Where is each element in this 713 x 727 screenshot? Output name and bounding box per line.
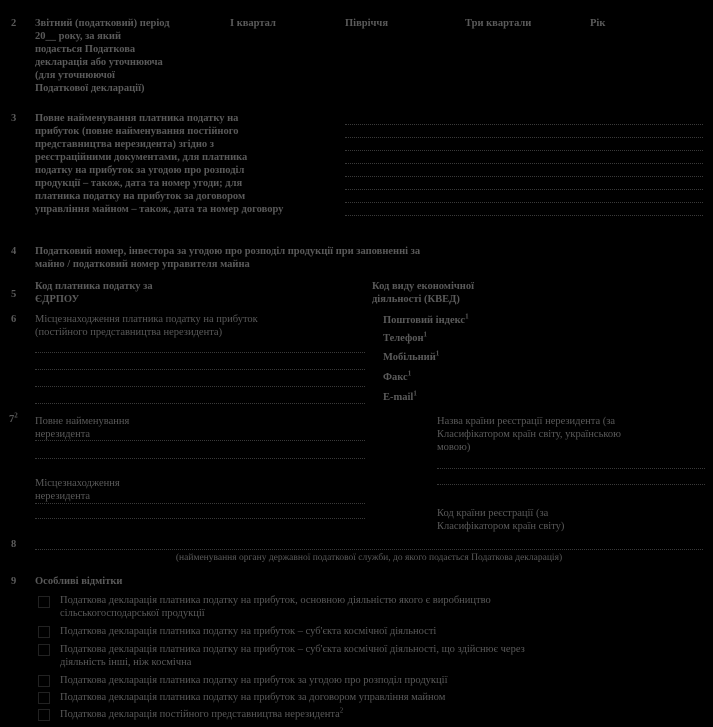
contact-label: Мобільний [383,352,436,363]
special-mark-checkbox-6[interactable] [38,709,50,721]
contact-postal-code[interactable] [383,314,469,327]
contact-mobile[interactable] [383,351,439,364]
reporting-period-label [35,17,210,95]
label-line: Класифікатором країн світу) [437,521,565,532]
row-3-number: 3 [11,113,17,124]
contact-email[interactable] [383,391,417,404]
footnote-mark: 1 [413,389,417,398]
label-line: декларація або уточнююча [35,57,163,68]
label-line: Податковий номер, інвестора за угодою про розподіл продукції при заповненні за [35,246,421,257]
special-mark-checkbox-4[interactable] [38,675,50,687]
label-line: 20__ року, за який [35,31,121,42]
label-line: податку на прибуток за угодою про розподіл [35,165,245,176]
contact-label: E-mail [383,392,414,403]
row-number: 7 [9,414,15,425]
special-mark-checkbox-5[interactable] [38,692,50,704]
row-2-number: 2 [11,18,17,29]
period-option-year[interactable]: Рік [590,18,606,29]
label-line: (постійного представництва нерезидента) [35,327,223,338]
row-4-number: 4 [11,246,17,257]
contact-label: Факс [383,372,408,383]
special-mark-item-3 [60,643,700,669]
label-line: Податкової декларації) [35,83,145,94]
label-line: подається Податкова [35,44,136,55]
label-line: ЄДРПОУ [35,294,80,305]
label-line: діяльності (КВЕД) [372,294,460,305]
row-9-number: 9 [11,576,17,587]
footnote-mark: 2 [339,706,344,715]
row-8-number: 8 [11,539,17,550]
special-marks-title: Особливі відмітки [35,576,123,587]
item-line: Податкова декларація платника податку на прибуток – суб'єкта космічної діяльності [60,626,437,637]
kved-label [372,280,572,306]
special-mark-item-2 [60,625,700,638]
label-line: платника податку на прибуток за договором [35,191,246,202]
label-line: Код виду економічної [372,281,475,292]
item-line: Податкова декларація платника податку на прибуток за угодою про розподіл продукції [60,675,448,686]
label-line: мовою) [437,442,471,453]
label-line: Назва країни реєстрації нерезидента (за [437,416,616,427]
footnote-mark: 2 [14,411,18,420]
special-mark-checkbox-1[interactable] [38,596,50,608]
row-7-number [9,413,18,426]
tax-authority-caption: (найменування органу державної податкової служби, до якого подається Податкова декларація) [175,553,563,563]
contact-label: Телефон [383,333,424,344]
special-mark-item-1 [60,594,700,620]
label-line: представництва нерезидента) згідно з [35,139,214,150]
footnote-mark: 1 [435,349,440,358]
period-option-half-year[interactable]: Півріччя [345,18,389,29]
label-line: Код країни реєстрації (за [437,508,549,519]
footnote-mark: 1 [423,330,428,339]
label-line: Місцезнаходження платника податку на прибуток [35,314,258,325]
label-line: майно / податковий номер управителя майна [35,259,250,270]
taxpayer-address-label [35,313,355,339]
contact-fax[interactable] [383,371,411,384]
taxpayer-name-label [35,112,335,216]
contact-label: Поштовий індекс [383,315,466,326]
label-line: нерезидента [35,491,91,502]
investor-tax-number-label [35,245,495,271]
special-mark-item-4 [60,674,700,687]
item-line: діяльність інші, ніж космічна [60,657,192,668]
edrpou-label [35,280,235,306]
nonresident-address-label [35,477,235,503]
label-line: управління майном – також, дата та номер договору [35,204,284,215]
label-line: продукції – також, дата та номер угоди; для [35,178,243,189]
item-line: Податкова декларація платника податку на прибуток – суб'єкта космічної діяльності, що здійснює через [60,644,525,655]
label-line: Повне найменування [35,416,130,427]
label-line: Місцезнаходження [35,478,120,489]
label-line: реєстраційними документами, для платника [35,152,248,163]
label-line: Код платника податку за [35,281,153,292]
period-option-q1[interactable]: I квартал [230,18,276,29]
special-mark-item-5 [60,691,700,704]
row-6-number: 6 [11,314,17,325]
footnote-mark: 1 [465,312,469,321]
label-line: нерезидента [35,429,91,440]
label-line: (для уточнюючої [35,70,115,81]
special-mark-item-6 [60,708,700,721]
tax-authority-field[interactable] [35,549,703,550]
footnote-mark: 1 [407,369,412,378]
item-line: Податкова декларація платника податку на прибуток, основною діяльністю якого є виробництво [60,595,491,606]
special-mark-checkbox-2[interactable] [38,626,50,638]
item-line: Податкова декларація постійного представництва нерезидента [60,709,340,720]
special-mark-checkbox-3[interactable] [38,644,50,656]
label-line: Звітний (податковий) період [35,18,170,29]
country-name-label [437,415,702,454]
period-option-three-quarters[interactable]: Три квартали [465,18,532,29]
label-line: прибуток (повне найменування постійного [35,126,239,137]
contact-phone[interactable] [383,332,427,345]
nonresident-name-label [35,415,235,441]
item-line: Податкова декларація платника податку на прибуток за договором управління майном [60,692,446,703]
item-line: сільськогосподарської продукції [60,608,205,619]
row-5-number: 5 [11,289,17,300]
label-line: Повне найменування платника податку на [35,113,239,124]
country-code-label [437,507,702,533]
label-line: Класифікатором країн світу, українською [437,429,622,440]
